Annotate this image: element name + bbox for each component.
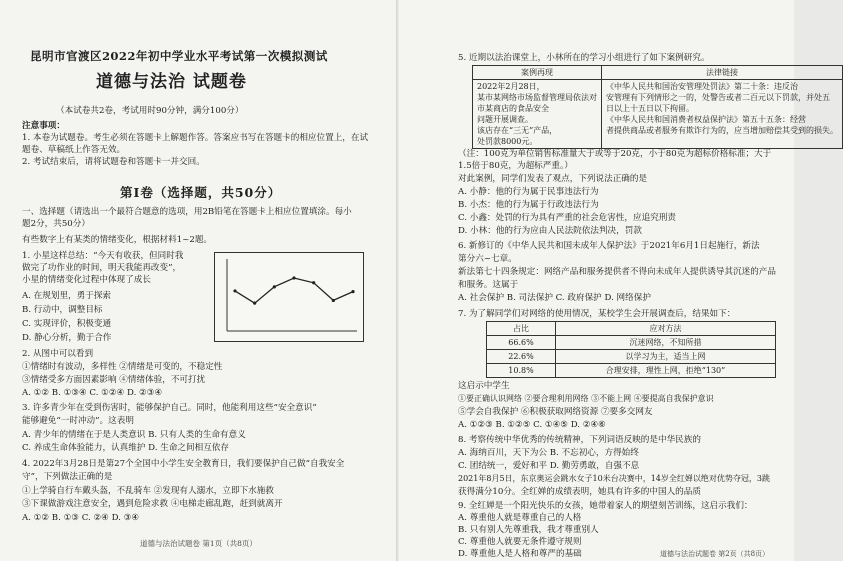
option-row: A. ①② B. ①③④ C. ①②④ D. ②③④ <box>22 388 163 398</box>
option-row: A. ①② B. ①③ C. ②④ D. ③④ <box>22 513 140 523</box>
question-3: 能够避免“一时冲动”。这表明 <box>22 416 134 426</box>
question-5: 5. 近期以法治课堂上，小林所在的学习小组进行了如下案例研究。 <box>458 53 710 63</box>
survey-table <box>486 321 776 378</box>
data-point <box>273 285 276 288</box>
table-row: 10.8% 合理安排，理性上网，拒绝“130” <box>487 364 776 378</box>
right-page <box>400 0 838 561</box>
option-row: C. 养成生命体验能力，认真维护 D. 生命之间相互依存 <box>22 443 229 453</box>
option: B. 只有别人先尊重我，我才尊重别人 <box>458 525 599 535</box>
notice-line: 题卷、草稿纸上作答无效。 <box>22 145 126 155</box>
statement: ①情绪时有波动，多样性 ②情绪是可变的，不稳定性 <box>22 362 223 372</box>
statement: ①要正确认识网络 ②要合理利用网络 ③不能上网 ④要提高自我保护意识 <box>458 394 714 403</box>
option: A. 在规划里，勇于探索 <box>22 291 112 301</box>
page-fold <box>396 0 399 561</box>
law-header: 法律链接 <box>602 66 843 80</box>
notice-line: 2. 考试结束后，请将试题卷和答题卡一并交回。 <box>22 157 205 167</box>
option: A. 小静：他的行为属于民事违法行为 <box>458 187 599 197</box>
option: B. 小杰：他的行为属于行政违法行为 <box>458 200 599 210</box>
case-table <box>472 65 843 149</box>
case-header: 案例再现 <box>473 66 602 80</box>
option: C. 实现评价，积极变通 <box>22 319 112 329</box>
page-footer: 道德与法治试题卷 第2页（共8页） <box>660 550 770 558</box>
data-point <box>351 290 354 293</box>
case-note: （注：100克为单位销售标准量大于或等于20克，小于80克为超标价格标准；大于 <box>458 149 772 159</box>
question-1: 1. 小星这样总结：“今天有收获，但同时我 <box>22 251 184 261</box>
question-7: 7. 为了解同学们对网络的使用情况，某校学生会开展调查后，结果如下： <box>458 309 736 319</box>
notice-line: 1. 本卷为试题卷。考生必须在答题卡上解题作答。答案应书写在答题卡的相应位置上，在试 <box>22 133 369 143</box>
left-page <box>0 0 394 561</box>
notice-label: 注意事项： <box>22 121 65 131</box>
question-stem: 对此案例，同学们发表了观点，下列说法正确的是 <box>458 174 648 184</box>
statement: ①上学骑自行车戴头盔，不乱骑车 ②发现有人溺水，立即下水施救 <box>22 486 274 496</box>
case-text: 2022年2月28日， 某市某网络市场监督管理局依法对 市某商店的食品安全 问题开展调查。 该店存在“三无”产品， 处罚款8000元。 <box>473 80 602 149</box>
question-8: 8. 考察传统中华优秀的传统精神，下列词语反映的是中华民族的 <box>458 435 701 445</box>
question-6: 6. 新修订的《中华人民共和国未成年人保护法》于2021年6月1日起施行，新法 <box>458 241 760 251</box>
section-intro: 一、选择题（请选出一个最符合题意的选项，用2B铅笔在答题卡上相应位置填涂。每小 <box>22 207 352 217</box>
question-6: 新法第七十四条规定：网络产品和服务提供者不得向未成年人提供诱导其沉迷的产品 <box>458 267 776 277</box>
option-row: A. 社会保护 B. 司法保护 C. 政府保护 D. 网络保护 <box>458 293 651 303</box>
question-1: 做完了功作业的时间，明天我能再改变”， <box>22 263 182 273</box>
option-row: A. 青少年的情绪在于是人类意识 B. 只有人类的生命有意义 <box>22 430 246 440</box>
material: 获得满分10分。全红婵的成绩表明，她具有许多的中国人的品质 <box>458 487 701 497</box>
page-footer: 道德与法治试题卷 第1页（共8页） <box>140 539 257 548</box>
mood-line-chart <box>214 252 364 342</box>
section-intro: 题2分，共50分） <box>22 219 90 229</box>
option: D. 尊重他人是人格和尊严的基础 <box>458 549 582 559</box>
question-6: 第分六~七章。 <box>458 254 517 264</box>
material: 2021年8月5日，东京奥运会跳水女子10米台决赛中，14岁全红婵以绝对优势夺冠，3跳 <box>458 474 770 483</box>
question-4: 守”，下列做法正确的是 <box>22 472 113 482</box>
option-row: A. 海纳百川，天下为公 B. 不忘初心，方得始终 <box>458 448 639 458</box>
mood-series-line <box>235 278 353 303</box>
question-2: 2. 从图中可以看到 <box>22 349 94 359</box>
data-point <box>332 299 335 302</box>
question-6: 和服务。这属于 <box>458 280 519 290</box>
question-9: 9. 全红婵是一个阳光快乐的女孩，她带着家人的期望刻苦训练，这启示我们： <box>458 501 753 511</box>
subject-title: 道德与法治 试题卷 <box>96 72 247 92</box>
option: A. 尊重他人就是尊重自己的人格 <box>458 513 582 523</box>
law-text: 《中华人民共和国治安管理处罚法》第二十条：违反治 安管理有下列情形之一的，处警告或者二百元以下罚款，并处五 日以上十五日以下拘留。 《中华人民共和国消费者权益保护法》第五十五条：经营 者提供商品或者服务有欺诈行为的，应当增加赔偿其受到的损失。 <box>602 80 843 149</box>
statement: ③下课做游戏注意安全，遇到危险求救 ④电梯走廊乱跑，赶到就离开 <box>22 499 283 509</box>
data-point <box>233 289 236 292</box>
question-4: 4. 2022年3月28日是第27个全国中小学生安全教育日，我们要保护自己做“自我安全 <box>22 459 345 469</box>
option-row: A. ①②③ B. ①②⑤ C. ①④⑤ D. ②④⑥ <box>458 420 606 430</box>
read-instruction: 有些数字上有某类的情绪变化，根据材料1~2题。 <box>22 235 213 245</box>
table-row: 22.6% 以学习为主，适当上网 <box>487 350 776 364</box>
data-point <box>292 276 295 279</box>
option: D. 静心分析，勤于合作 <box>22 333 112 343</box>
option: D. 小林：他的行为应由人民法院依法判决，罚款 <box>458 226 642 236</box>
survey-header: 占比 <box>487 322 556 336</box>
statement: ⑤学会自我保护 ⑥积极获取网络资源 ⑦要多交网友 <box>458 407 653 417</box>
data-point <box>253 302 256 305</box>
question-3: 3. 许多青少年在受到伤害时，能够保护自己。同时，他能利用这些“安全意识” <box>22 403 317 413</box>
option-row: C. 团结统一，爱好和平 D. 勤劳勇敢，自强不息 <box>458 461 640 471</box>
case-note: 1.5倍于80克，为超标严重。） <box>458 161 573 171</box>
option: C. 尊重他人就要无条件遵守规则 <box>458 537 582 547</box>
option: C. 小鑫：处罚的行为具有严重的社会危害性，应追究刑责 <box>458 213 676 223</box>
data-point <box>312 281 315 284</box>
exam-note: （本试卷共2卷，考试用时90分钟，满分100分） <box>56 106 244 116</box>
statement: ③情绪受多方面因素影响 ④情绪体验，不可打扰 <box>22 375 206 385</box>
option: B. 行动中，调整目标 <box>22 305 103 315</box>
question-1: 小星的情绪变化过程中体现了成长 <box>22 275 151 285</box>
question-stem: 这启示中学生 <box>458 381 510 391</box>
table-row: 66.6% 沉迷网络，不知所措 <box>487 336 776 350</box>
survey-header: 应对方法 <box>556 322 776 336</box>
exam-title: 昆明市官渡区2022年初中学业水平考试第一次模拟测试 <box>30 49 328 63</box>
part1-title: 第Ⅰ卷（选择题，共50分） <box>120 185 282 200</box>
